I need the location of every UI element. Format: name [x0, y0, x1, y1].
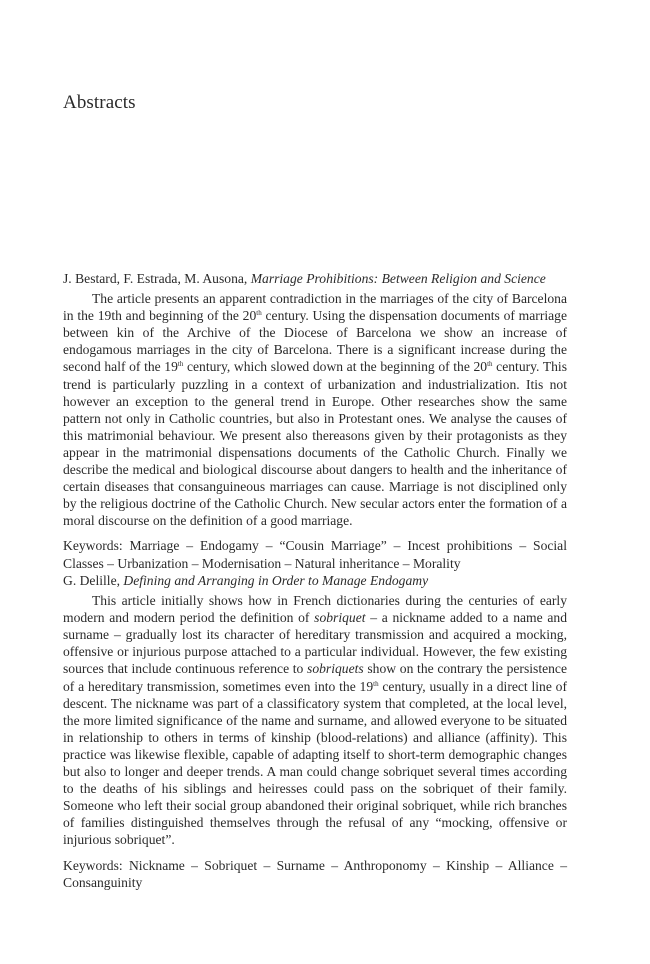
abstract-authors: G. Delille,: [63, 573, 124, 588]
abstract-keywords: Keywords: Marriage – Endogamy – “Cousin Marriage” – Incest prohibitions – Social Classes – Urbanization – Modernisation – Natural inheritance – Morality: [63, 538, 567, 571]
body-text: show on the contrary the persistence of a hereditary transmission, sometimes even into the 19: [63, 661, 567, 694]
abstract-heading: [63, 572, 567, 589]
abstract-authors: J. Bestard, F. Estrada, M. Ausona,: [63, 271, 251, 286]
body-text: century. Using the dispensation documents of marriage between kin of the Archive of the Diocese of Barcelona we show an increase of endogamous marriages in the city of Barcelona. There is a significant increase during the second half of the 19: [63, 308, 567, 375]
abstract-heading: [63, 270, 567, 287]
abstract-title: Defining and Arranging in Order to Manage Endogamy: [123, 573, 429, 588]
abstract-keywords: Keywords: Nickname – Sobriquet – Surname – Anthroponomy – Kinship – Alliance – Consanguinity: [63, 857, 567, 890]
ordinal-superscript: th: [256, 309, 262, 318]
body-text: century, which slowed down at the beginning of the 20: [183, 359, 488, 375]
body-text: century. This trend is particularly puzzling in a context of urbanization and industrialization. Itis not however an exception to the general trend in Europe. Other researches show the same pattern not only in Catholic countries, but also in Protestant ones. We analyse the causes of this matrimonial behaviour. We present also thereasons given by their protagonists as they appear in the matrimonial dispensations documents of the Catholic Church. Finally we describe the medical and biological discourse about dangers to health and the inheritance of certain diseases that consanguineous marriages can cause. Marriage is not disciplined only by the religious doctrine of the Catholic Church. New secular actors enter the formation of a moral discourse on the definition of a good marriage.: [63, 359, 568, 529]
page-title: Abstracts: [63, 92, 136, 113]
ordinal-superscript: th: [177, 360, 184, 369]
abstract-title: Marriage Prohibitions: Between Religion and Science: [250, 271, 546, 286]
italic-term: sobriquets: [307, 661, 364, 677]
abstract-bestard: [63, 270, 567, 572]
ordinal-superscript: th: [373, 679, 379, 688]
body-text: This article initially shows how in French dictionaries during the centuries of early modern and modern period the definition of: [63, 593, 567, 626]
ordinal-superscript: th: [487, 360, 493, 369]
body-text: The article presents an apparent contradiction in the marriages of the city of Barcelona in the 19th and beginning of the 20: [63, 291, 567, 324]
abstract-body: [63, 290, 567, 529]
abstract-body: [63, 592, 567, 848]
abstract-delille: [63, 572, 567, 891]
italic-term: sobriquet: [314, 610, 366, 626]
body-text: century, usually in a direct line of descent. The nickname was part of a classificatory system that completed, at the local level, the more limited significance of the name and surname, and allowed everyone to be situated in relationship to others in terms of kinship (blood-relations) and alliance (affinity). This practice was likewise flexible, capable of adapting itself to short-term demographic changes but also to longer and deeper trends. A man could change sobriquet several times according to the deaths of his siblings and heiresses could pass on the sobriquet of their family. Someone who left their social group abandoned their original sobriquet, while rich branches of families distinguished themselves through the refusal of any “mocking, offensive or injurious sobriquet”.: [63, 678, 568, 848]
body-text: – a nickname added to a name and surname – gradually lost its character of hereditary transmission and acquired a mocking, offensive or injurious purpose attached to a particular individual. However, the few existing sources that include continuous reference to: [63, 610, 567, 677]
